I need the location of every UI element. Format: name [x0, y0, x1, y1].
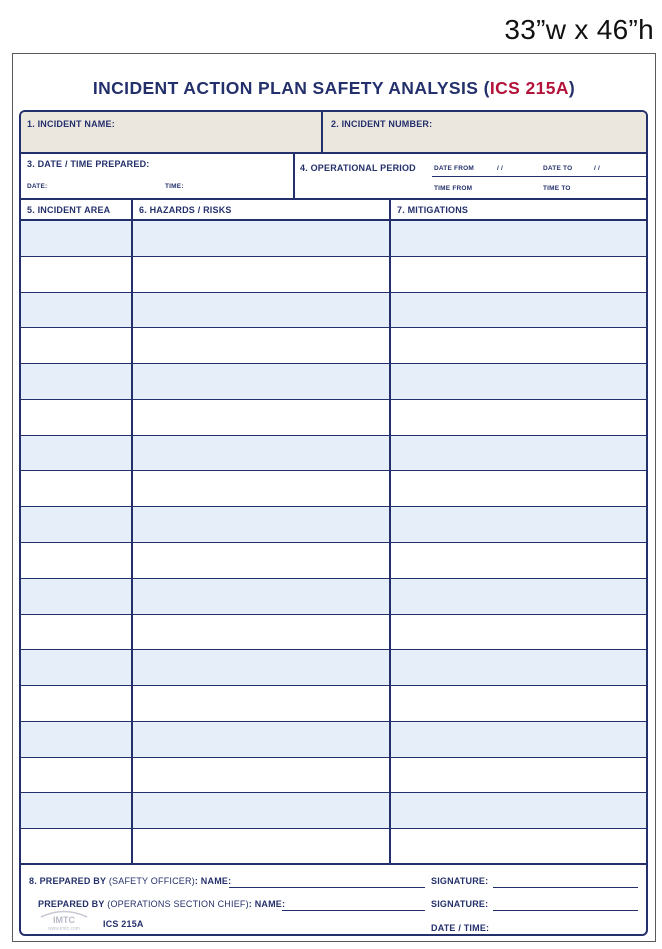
mitigations-cell[interactable]	[391, 400, 648, 435]
imtc-logo-icon	[35, 908, 93, 932]
time-from-field[interactable]	[473, 179, 539, 195]
prepared-by-ops-role: (OPERATIONS SECTION CHIEF)	[104, 899, 249, 909]
incident-area-cell[interactable]	[21, 579, 131, 614]
incident-area-cell[interactable]	[21, 650, 131, 685]
table-row	[21, 543, 646, 579]
date-label: DATE:	[27, 183, 48, 190]
mitigations-cell[interactable]	[391, 793, 648, 828]
hazards-risks-cell[interactable]	[133, 579, 389, 614]
hazards-risks-cell[interactable]	[133, 722, 389, 757]
table-row	[21, 221, 646, 257]
date-from-slashes: / /	[497, 165, 504, 172]
incident-area-cell[interactable]	[21, 471, 131, 506]
incident-area-cell[interactable]	[21, 436, 131, 471]
prepared-by-safety-role: (SAFETY OFFICER)	[106, 876, 195, 886]
incident-area-cell[interactable]	[21, 507, 131, 542]
mitigations-cell[interactable]	[391, 758, 648, 793]
hazards-risks-cell[interactable]	[133, 471, 389, 506]
incident-area-cell[interactable]	[21, 543, 131, 578]
divider	[432, 176, 648, 177]
size-label: 33”w x 46”h	[504, 14, 654, 45]
hazards-risks-header: 6. HAZARDS / RISKS	[139, 205, 232, 215]
logo-text: IMTC	[53, 915, 75, 925]
mitigations-cell[interactable]	[391, 507, 648, 542]
table-row	[21, 436, 646, 472]
safety-officer-name-line[interactable]	[229, 887, 425, 888]
prepared-by-safety-label	[29, 876, 231, 886]
table-row	[21, 793, 646, 829]
operational-period-label: 4. OPERATIONAL PERIOD	[300, 163, 416, 173]
column-divider-2	[389, 198, 391, 863]
table-row	[21, 722, 646, 758]
hazards-risks-cell[interactable]	[133, 507, 389, 542]
form-code-footer: ICS 215A	[103, 919, 144, 929]
mitigations-cell[interactable]	[391, 579, 648, 614]
hazards-risks-cell[interactable]	[133, 293, 389, 328]
incident-area-cell[interactable]	[21, 364, 131, 399]
hazards-risks-cell[interactable]	[133, 543, 389, 578]
table-row	[21, 328, 646, 364]
date-time-label: DATE / TIME:	[431, 923, 490, 933]
form-title-main: INCIDENT ACTION PLAN SAFETY ANALYSIS (	[92, 78, 490, 98]
ops-chief-name-line[interactable]	[282, 910, 425, 911]
divider	[21, 152, 646, 154]
date-from-label: DATE FROM	[434, 165, 474, 172]
date-prepared-field[interactable]	[49, 178, 159, 194]
table-row	[21, 758, 646, 794]
signature-label-1: SIGNATURE:	[431, 876, 489, 886]
table-row	[21, 471, 646, 507]
time-from-label: TIME FROM	[434, 185, 473, 192]
hazards-risks-cell[interactable]	[133, 436, 389, 471]
mitigations-cell[interactable]	[391, 471, 648, 506]
time-to-field[interactable]	[573, 179, 645, 195]
prepared-by-ops-suffix: : NAME:	[248, 899, 286, 909]
divider	[293, 154, 295, 198]
date-to-slashes: / /	[594, 165, 601, 172]
incident-area-cell[interactable]	[21, 722, 131, 757]
incident-area-cell[interactable]	[21, 257, 131, 292]
table-row	[21, 829, 646, 865]
table-row	[21, 615, 646, 651]
date-to-field[interactable]	[573, 160, 645, 175]
incident-number-field[interactable]	[323, 112, 648, 152]
incident-area-cell[interactable]	[21, 829, 131, 865]
incident-area-cell[interactable]	[21, 793, 131, 828]
mitigations-header: 7. MITIGATIONS	[397, 205, 469, 215]
hazards-risks-cell[interactable]	[133, 793, 389, 828]
form-title-code: ICS 215A	[489, 78, 569, 98]
mitigations-cell[interactable]	[391, 257, 648, 292]
table-row	[21, 400, 646, 436]
mitigations-cell[interactable]	[391, 686, 648, 721]
incident-name-label: 1. INCIDENT NAME:	[27, 119, 115, 129]
incident-area-cell[interactable]	[21, 293, 131, 328]
table-row	[21, 507, 646, 543]
form-title	[13, 78, 655, 99]
imtc-logo	[35, 908, 93, 930]
date-to-label: DATE TO	[543, 165, 573, 172]
incident-name-field[interactable]	[21, 112, 321, 152]
hazards-risks-cell[interactable]	[133, 615, 389, 650]
incident-area-header: 5. INCIDENT AREA	[27, 205, 111, 215]
mitigations-cell[interactable]	[391, 829, 648, 865]
mitigations-cell[interactable]	[391, 615, 648, 650]
hazards-risks-cell[interactable]	[133, 650, 389, 685]
form-frame	[19, 110, 648, 936]
date-time-line[interactable]	[493, 934, 638, 935]
hazards-risks-cell[interactable]	[133, 400, 389, 435]
divider	[21, 198, 646, 200]
prepared-by-safety-prefix: 8. PREPARED BY	[29, 876, 107, 886]
mitigations-cell[interactable]	[391, 364, 648, 399]
date-time-prepared-label: 3. DATE / TIME PREPARED:	[27, 159, 150, 169]
ops-chief-signature-line[interactable]	[493, 910, 638, 911]
hazards-risks-cell[interactable]	[133, 328, 389, 363]
date-from-field[interactable]	[473, 160, 539, 175]
hazard-table-body	[21, 221, 646, 865]
time-prepared-field[interactable]	[187, 178, 292, 194]
mitigations-cell[interactable]	[391, 221, 648, 256]
hazards-risks-cell[interactable]	[133, 829, 389, 865]
mitigations-cell[interactable]	[391, 543, 648, 578]
table-row	[21, 579, 646, 615]
table-row	[21, 293, 646, 329]
prepared-by-ops-prefix: PREPARED BY	[38, 899, 105, 909]
ics-215a-form-sheet	[12, 53, 656, 942]
table-row	[21, 686, 646, 722]
hazards-risks-cell[interactable]	[133, 686, 389, 721]
table-row	[21, 257, 646, 293]
hazards-risks-cell[interactable]	[133, 221, 389, 256]
safety-officer-signature-line[interactable]	[493, 887, 638, 888]
hazards-risks-cell[interactable]	[133, 364, 389, 399]
incident-area-cell[interactable]	[21, 758, 131, 793]
table-row	[21, 650, 646, 686]
incident-area-cell[interactable]	[21, 615, 131, 650]
mitigations-cell[interactable]	[391, 436, 648, 471]
time-to-label: TIME TO	[543, 185, 571, 192]
prepared-by-safety-suffix: : NAME:	[194, 876, 232, 886]
logo-url-text: www.imtc.com	[48, 926, 80, 932]
incident-area-cell[interactable]	[21, 400, 131, 435]
time-label: TIME:	[165, 183, 184, 190]
incident-number-label: 2. INCIDENT NUMBER:	[331, 119, 433, 129]
hazards-risks-cell[interactable]	[133, 257, 389, 292]
incident-area-cell[interactable]	[21, 328, 131, 363]
signature-label-2: SIGNATURE:	[431, 899, 489, 909]
mitigations-cell[interactable]	[391, 328, 648, 363]
incident-area-cell[interactable]	[21, 221, 131, 256]
mitigations-cell[interactable]	[391, 293, 648, 328]
form-title-close: )	[568, 78, 576, 98]
mitigations-cell[interactable]	[391, 722, 648, 757]
hazards-risks-cell[interactable]	[133, 758, 389, 793]
divider	[21, 863, 646, 865]
column-divider-1	[131, 198, 133, 863]
table-row	[21, 364, 646, 400]
mitigations-cell[interactable]	[391, 650, 648, 685]
incident-area-cell[interactable]	[21, 686, 131, 721]
